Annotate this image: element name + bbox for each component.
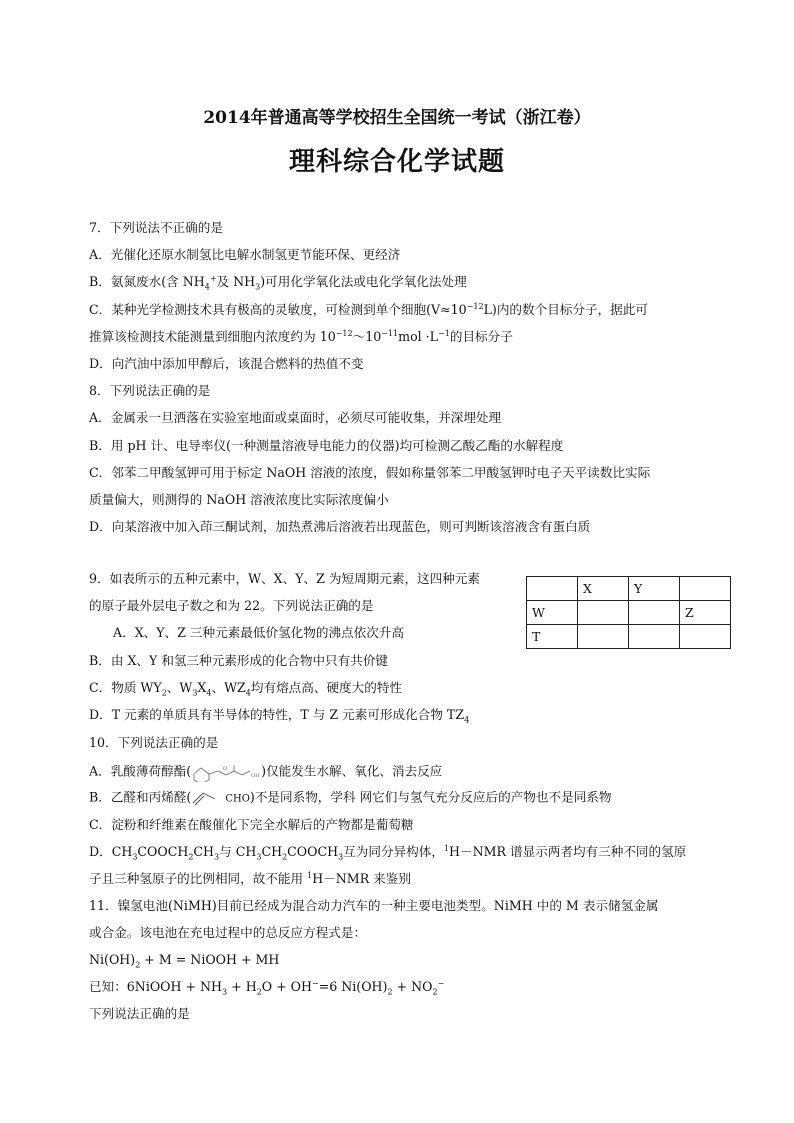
q11-stem-line3: 下列说法正确的是 <box>89 1006 190 1021</box>
q10-stem: 10．下列说法正确的是 <box>89 735 219 750</box>
q7-stem: 7．下列说法不正确的是 <box>89 220 223 235</box>
q8-stem: 8．下列说法正确的是 <box>89 383 211 398</box>
q7-option-d: D．向汽油中添加甲醇后，该混合燃料的热值不变 <box>89 356 364 371</box>
q8-option-c-line2: 质量偏大，则测得的 NaOH 溶液浓度比实际浓度偏小 <box>89 492 389 507</box>
table-cell <box>578 625 629 649</box>
q9-option-c: C．物质 $WY_2$、$W_3X_4$、$WZ_4$均有熔点高、硬度大的特性 <box>89 680 402 698</box>
table-cell <box>578 601 629 625</box>
q7-option-b: B．氨氮废水(含 $NH_4^+$及 $NH_3$)可用化学氧化法或电化学氧化法处理 <box>89 273 467 292</box>
table-cell: T <box>527 625 578 649</box>
table-row <box>527 577 731 601</box>
periodic-table-fragment <box>526 576 731 649</box>
q10-option-a: A．乳酸薄荷醇酯( OH O )仅能发生水解、氧化、消去反应 <box>89 762 442 782</box>
table-cell <box>629 625 680 649</box>
q11-stem-line2: 或合金。该电池在充电过程中的总反应方程式是： <box>89 925 367 940</box>
table-cell <box>680 577 731 601</box>
q11-stem-line1: 11．镍氢电池(NiMH)目前已经成为混合动力汽车的一种主要电池类型。NiMH 中的 M 表示储氢金属 <box>89 898 659 913</box>
table-cell: Y <box>629 577 680 601</box>
menthyl-lactate-structure-icon <box>191 762 261 782</box>
svg-text:OH: OH <box>251 773 260 779</box>
q9-stem-line2: 的原子最外层电子数之和为 22。下列说法正确的是 <box>89 598 374 613</box>
q7-option-c-line1: C．某种光学检测技术具有极高的灵敏度，可检测到单个细胞$(V\approx 10^{-12}L)$内的数个目标分子，据此可 <box>89 301 648 317</box>
q10-option-c: C．淀粉和纤维素在酸催化下完全水解后的产物都是葡萄糖 <box>89 817 414 832</box>
q11-equation: $Ni(OH)_2 + M$ = NiOOH + MH <box>89 952 280 970</box>
q7-option-c-line2: 推算该检测技术能测量到细胞内浓度约为 $10^{-12}\sim 10^{-11}mol \cdot L^{-1}$的目标分子 <box>89 328 513 344</box>
q8-option-c-line1: C．邻苯二甲酸氢钾可用于标定 NaOH 溶液的浓度，假如称量邻苯二甲酸氢钾时电子天平读数比实际 <box>89 465 651 480</box>
table-row <box>527 625 731 649</box>
table-cell <box>629 601 680 625</box>
svg-text:O: O <box>223 766 228 772</box>
exam-title: 2014年普通高等学校招生全国统一考试（浙江卷） <box>203 108 591 128</box>
acrolein-structure-icon <box>191 789 225 807</box>
q7-option-a: A．光催化还原水制氢比电解水制氢更节能环保、更经济 <box>89 247 401 262</box>
q8-option-d: D．向某溶液中加入茚三酮试剂，加热煮沸后溶液若出现蓝色，则可判断该溶液含有蛋白质 <box>89 519 591 534</box>
table-row <box>527 601 731 625</box>
table-cell: Z <box>680 601 731 625</box>
table-cell: X <box>578 577 629 601</box>
q8-option-a: A．金属汞一旦洒落在实验室地面或桌面时，必须尽可能收集，并深埋处理 <box>89 410 502 425</box>
table-cell <box>527 577 578 601</box>
table-cell: W <box>527 601 578 625</box>
q10-option-d-line1: D．$CH_3COOCH_2CH_3$与 $CH_3CH_2COOCH_3$互为同分异构体，$^1$H－NMR 谱显示两者均有三种不同的氢原 <box>89 843 687 862</box>
q9-option-b: B．由 X、Y 和氢三种元素形成的化合物中只有共价键 <box>89 653 389 668</box>
q11-known: 已知：6NiOOH + $NH_3 + H_2O + OH^-=6$ $Ni(OH)_2 + NO_2^-$ <box>89 978 445 997</box>
table-cell <box>680 625 731 649</box>
cho-label: CHO <box>225 793 250 805</box>
q9-option-d: D．T 元素的单质具有半导体的特性，T 与 Z 元素可形成化合物 $TZ_4$ <box>89 707 470 725</box>
q9-stem-line1: 9．如表所示的五种元素中，W、X、Y、Z 为短周期元素，这四种元素 <box>89 571 481 586</box>
subject-title: 理科综合化学试题 <box>288 147 505 177</box>
q8-option-b: B．用 pH 计、电导率仪(一种测量溶液导电能力的仪器)均可检测乙酸乙酯的水解程度 <box>89 438 564 453</box>
q9-option-a: A．X、Y、Z 三种元素最低价氢化物的沸点依次升高 <box>113 625 405 640</box>
q10-option-b: B．乙醛和丙烯醛( CHO)不是同系物，学科 网它们与氢气充分反应后的产物也不是同系物 <box>89 789 611 808</box>
q10-option-d-line2: 子且三种氢原子的比例相同，故不能用 $^1$H－NMR 来鉴别 <box>89 870 411 886</box>
